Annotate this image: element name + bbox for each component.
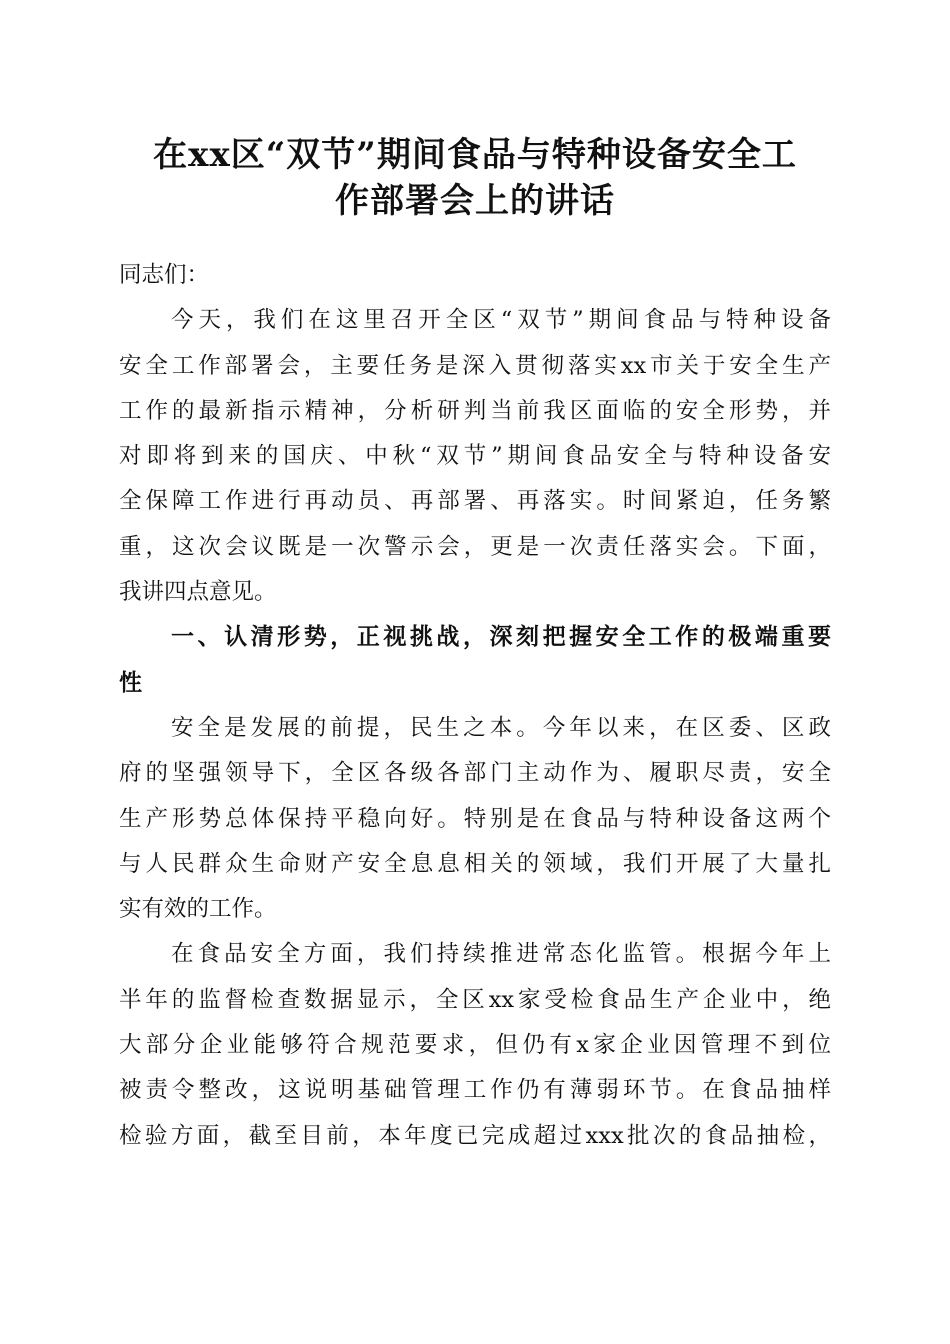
paragraph-line: 工作的最新指示精神，分析研判当前我区面临的安全形势，并 xyxy=(119,397,831,424)
paragraph-food-safety xyxy=(119,932,831,1158)
paragraph-line: 大部分企业能够符合规范要求，但仍有x家企业因管理不到位 xyxy=(119,1032,831,1059)
salutation-line: 同志们： xyxy=(119,262,210,288)
paragraph-line: 今天，我们在这里召开全区“双节”期间食品与特种设备 xyxy=(171,307,831,334)
paragraph-line: 对即将到来的国庆、中秋“双节”期间食品安全与特种设备安 xyxy=(119,443,831,470)
paragraph-line: 我讲四点意见。 xyxy=(119,579,277,606)
salutation xyxy=(119,253,831,298)
paragraph-opening xyxy=(119,298,831,615)
heading-line: 性 xyxy=(119,669,142,696)
section-heading-1 xyxy=(119,615,831,706)
paragraph-line: 与人民群众生命财产安全息息相关的领域，我们开展了大量扎 xyxy=(119,850,831,877)
paragraph-line: 安全是发展的前提，民生之本。今年以来，在区委、区政 xyxy=(171,714,831,741)
paragraph-line: 重，这次会议既是一次警示会，更是一次责任落实会。下面， xyxy=(119,533,831,560)
paragraph-line: 在食品安全方面，我们持续推进常态化监管。根据今年上 xyxy=(171,941,831,968)
paragraph-line: 检验方面，截至目前，本年度已完成超过xxx批次的食品抽检， xyxy=(119,1122,831,1149)
paragraph-safety-overview xyxy=(119,706,831,932)
document-body xyxy=(119,253,831,1159)
title-line: 作部署会上的讲话 xyxy=(335,181,615,221)
paragraph-line: 半年的监督检查数据显示，全区xx家受检食品生产企业中，绝 xyxy=(119,986,831,1013)
paragraph-line: 全保障工作进行再动员、再部署、再落实。时间紧迫，任务繁 xyxy=(119,488,831,515)
paragraph-line: 府的坚强领导下，全区各级各部门主动作为、履职尽责，安全 xyxy=(119,760,831,787)
paragraph-line: 安全工作部署会，主要任务是深入贯彻落实xx市关于安全生产 xyxy=(119,352,831,379)
paragraph-line: 生产形势总体保持平稳向好。特别是在食品与特种设备这两个 xyxy=(119,805,831,832)
title-line: 在xx区“双节”期间食品与特种设备安全工 xyxy=(153,135,797,175)
paragraph-line: 被责令整改，这说明基础管理工作仍有薄弱环节。在食品抽样 xyxy=(119,1077,831,1104)
heading-line: 一、认清形势，正视挑战，深刻把握安全工作的极端重要 xyxy=(171,624,831,651)
paragraph-line: 实有效的工作。 xyxy=(119,896,277,923)
document-title xyxy=(100,132,850,224)
